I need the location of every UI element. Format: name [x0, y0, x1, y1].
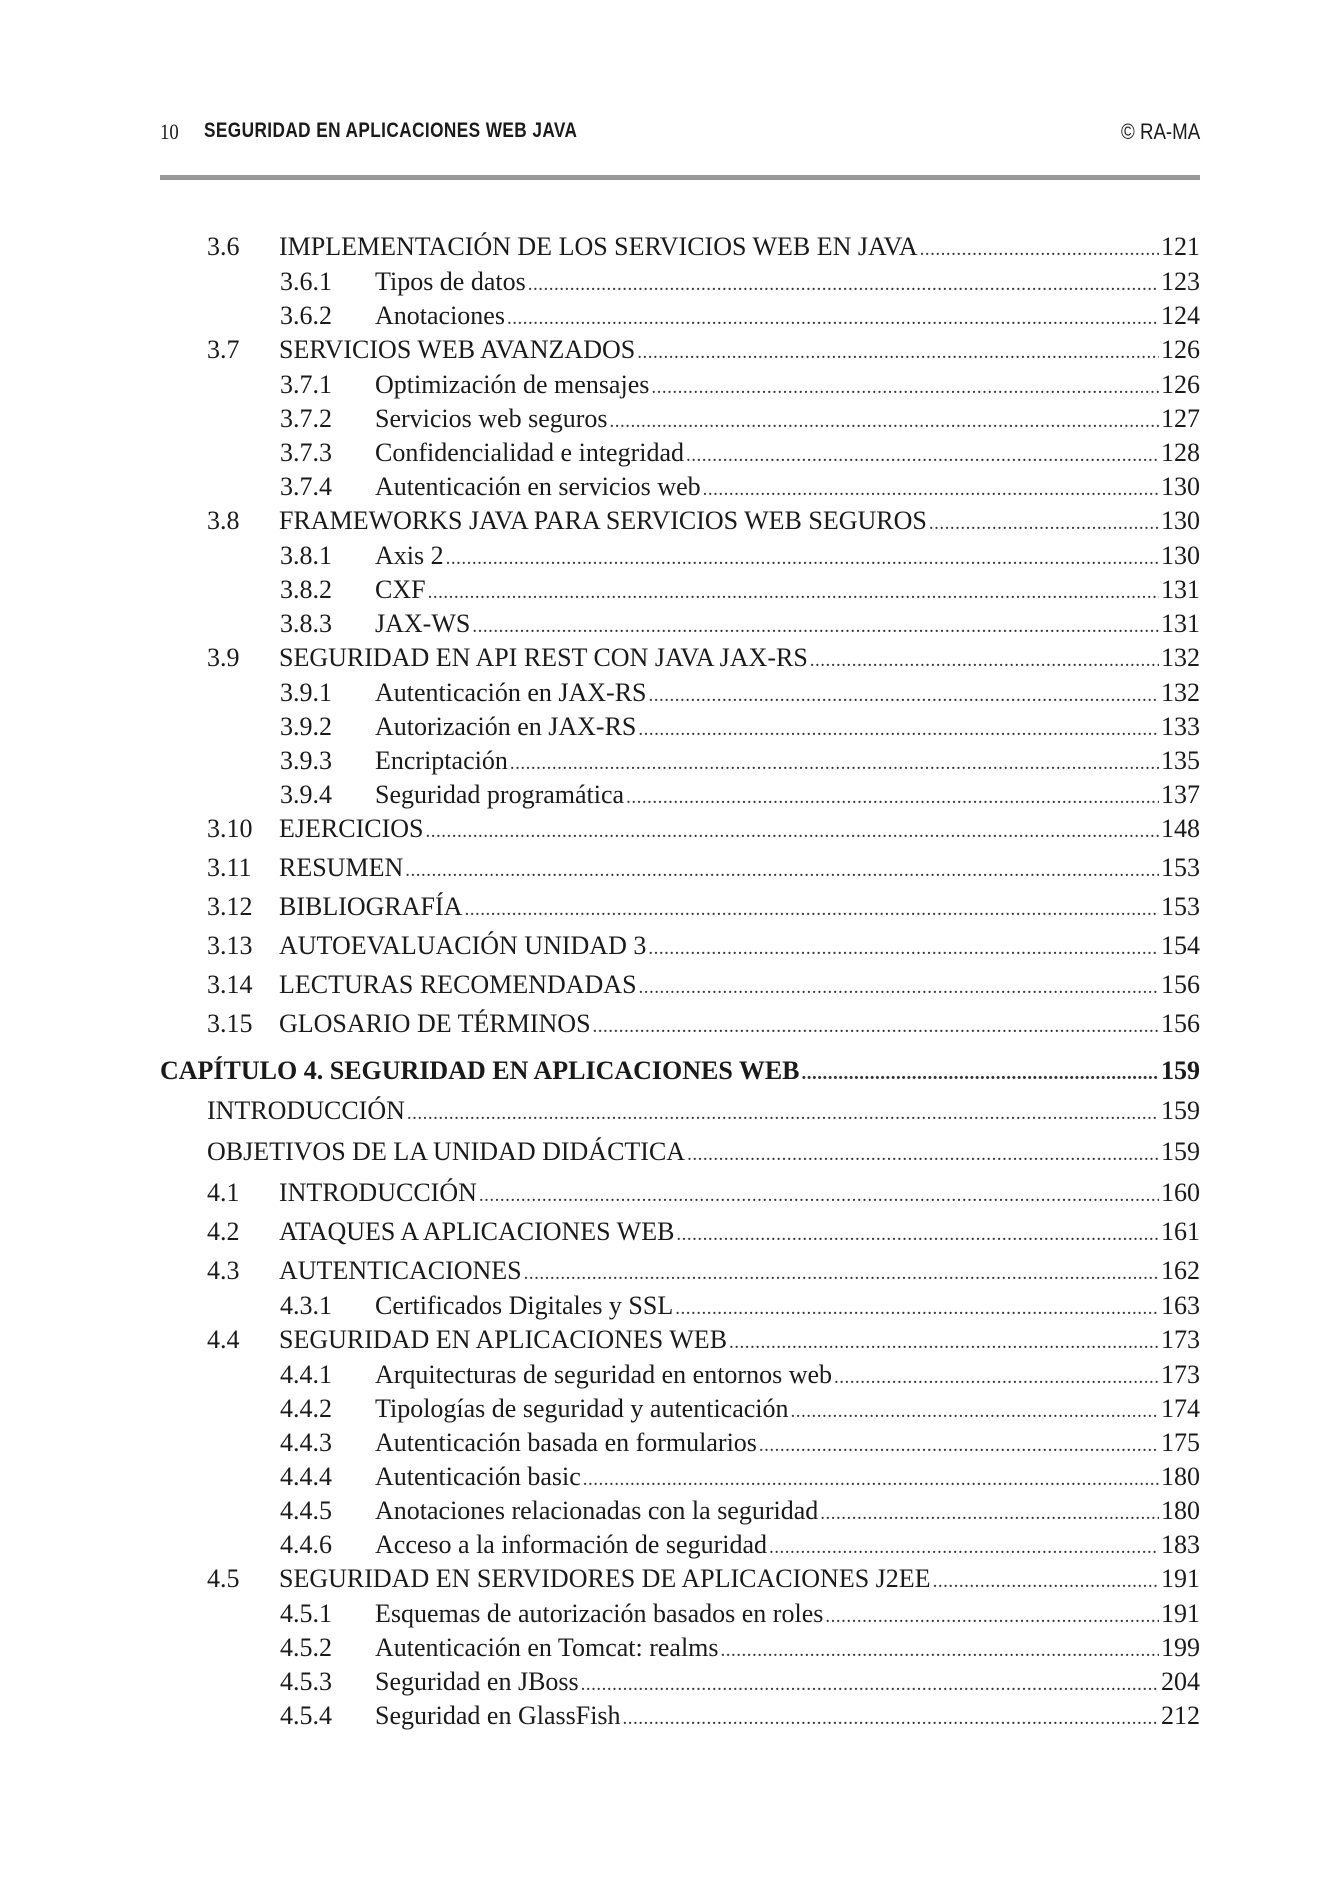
dot-leader — [637, 342, 1159, 364]
toc-entry-number: 3.8.1 — [280, 541, 332, 570]
toc-entry-title: Tipos de datos — [375, 267, 526, 296]
toc-entry — [160, 1701, 1200, 1735]
toc-entry-page: 175 — [1161, 1428, 1200, 1457]
toc-entry-number: 3.7.4 — [280, 472, 332, 501]
toc-entry-number: 4.4.6 — [280, 1530, 332, 1559]
toc-entry-title: CXF — [375, 575, 426, 604]
dot-leader — [810, 650, 1159, 672]
toc-entry — [160, 1096, 1200, 1137]
dot-leader — [802, 1063, 1159, 1085]
toc-entry-number: 3.7.2 — [280, 404, 332, 433]
dot-leader — [428, 582, 1159, 604]
toc-entry-number: 3.8.2 — [280, 575, 332, 604]
toc-entry — [160, 1256, 1200, 1295]
toc-entry-number: 4.4.4 — [280, 1462, 332, 1491]
toc-entry — [160, 780, 1200, 814]
toc-entry-page: 173 — [1161, 1360, 1200, 1389]
toc-entry-title: FRAMEWORKS JAVA PARA SERVICIOS WEB SEGUROS — [279, 506, 927, 535]
toc-entry-number: 3.9 — [207, 643, 240, 672]
toc-entry — [160, 472, 1200, 506]
toc-entry-number: 3.8 — [207, 506, 240, 535]
toc-entry-number: 4.4.3 — [280, 1428, 332, 1457]
toc-entry-number: 3.6 — [207, 232, 240, 261]
toc-entry-page: 123 — [1161, 267, 1200, 296]
toc-entry — [160, 814, 1200, 853]
toc-entry-title: GLOSARIO DE TÉRMINOS — [279, 1009, 591, 1038]
toc-entry-number: 4.5 — [207, 1564, 240, 1593]
toc-entry-title: SERVICIOS WEB AVANZADOS — [279, 335, 636, 364]
toc-entry-number: 3.9.2 — [280, 712, 332, 741]
toc-entry-number: 3.8.3 — [280, 609, 332, 638]
toc-entry-number: 3.6.1 — [280, 267, 332, 296]
toc-entry-page: 163 — [1161, 1291, 1200, 1320]
toc-entry — [160, 1137, 1200, 1178]
toc-entry — [160, 1178, 1200, 1217]
dot-leader — [759, 1435, 1159, 1457]
toc-entry-number: 3.10 — [207, 814, 253, 843]
toc-entry-title: Certificados Digitales y SSL — [375, 1291, 674, 1320]
dot-leader — [610, 411, 1159, 433]
toc-entry-number: 3.11 — [207, 853, 252, 882]
toc-entry-number: 4.3 — [207, 1256, 240, 1285]
toc-entry — [160, 678, 1200, 712]
dot-leader — [648, 938, 1159, 960]
toc-entry-page: 131 — [1161, 609, 1200, 638]
toc-entry-title: Encriptación — [375, 746, 508, 775]
toc-entry-title: AUTOEVALUACIÓN UNIDAD 3 — [279, 931, 647, 960]
toc-entry-page: 132 — [1161, 643, 1200, 672]
toc-entry-page: 127 — [1161, 404, 1200, 433]
toc-entry-page: 174 — [1161, 1394, 1200, 1423]
toc-entry-title: Anotaciones — [375, 301, 505, 330]
toc-entry-title: Optimización de mensajes — [375, 370, 650, 399]
toc-entry-title: Tipologías de seguridad y autenticación — [375, 1394, 789, 1423]
dot-leader — [464, 899, 1159, 921]
toc-entry — [160, 746, 1200, 780]
dot-leader — [425, 821, 1159, 843]
dot-leader — [626, 787, 1159, 809]
dot-leader — [920, 239, 1159, 261]
toc-entry-title: Arquitecturas de seguridad en entornos web — [375, 1360, 833, 1389]
toc-entry-title: INTRODUCCIÓN — [279, 1178, 477, 1207]
toc-entry — [160, 541, 1200, 575]
dot-leader — [507, 308, 1159, 330]
toc-entry-page: 212 — [1161, 1701, 1200, 1730]
toc-entry-page: 180 — [1161, 1496, 1200, 1525]
toc-entry-number: 3.7 — [207, 335, 240, 364]
toc-entry-page: 161 — [1161, 1217, 1200, 1246]
toc-entry-title: Esquemas de autorización basados en roles — [375, 1599, 824, 1628]
dot-leader — [446, 548, 1159, 570]
toc-entry-title: Autenticación basada en formularios — [375, 1428, 757, 1457]
toc-entry-title: AUTENTICACIONES — [279, 1256, 522, 1285]
dot-leader — [510, 753, 1159, 775]
toc-entry-title: Seguridad en JBoss — [375, 1667, 579, 1696]
toc-entry-page: 199 — [1161, 1633, 1200, 1662]
toc-entry-page: 159 — [1161, 1137, 1200, 1166]
toc-entry-page: 137 — [1161, 780, 1200, 809]
toc-entry — [160, 609, 1200, 643]
dot-leader — [528, 274, 1159, 296]
toc-entry — [160, 506, 1200, 545]
toc-entry — [160, 1009, 1200, 1048]
toc-entry-number: 4.5.1 — [280, 1599, 332, 1628]
header-page-number: 10 — [160, 119, 179, 144]
toc-entry-title: Servicios web seguros — [375, 404, 608, 433]
toc-entry-title: INTRODUCCIÓN — [207, 1096, 405, 1125]
toc-entry — [160, 1360, 1200, 1394]
dot-leader — [623, 1708, 1159, 1730]
toc-entry-page: 153 — [1161, 853, 1200, 882]
toc-entry — [160, 267, 1200, 301]
toc-entry-page: 183 — [1161, 1530, 1200, 1559]
dot-leader — [687, 1144, 1159, 1166]
dot-leader — [583, 1469, 1159, 1491]
toc-entry-page: 131 — [1161, 575, 1200, 604]
toc-entry — [160, 1325, 1200, 1364]
toc-entry-number: 3.9.1 — [280, 678, 332, 707]
toc-entry-title: Anotaciones relacionadas con la seguridad — [375, 1496, 819, 1525]
toc-entry-title: EJERCICIOS — [279, 814, 424, 843]
dot-leader — [676, 1224, 1159, 1246]
dot-leader — [651, 377, 1159, 399]
toc-entry-number: 4.4.2 — [280, 1394, 332, 1423]
dot-leader — [675, 1298, 1159, 1320]
toc-entry — [160, 1564, 1200, 1603]
toc-entry-page: 204 — [1161, 1667, 1200, 1696]
toc-entry — [160, 931, 1200, 970]
toc-entry-page: 159 — [1161, 1096, 1200, 1125]
toc-entry-number: 3.15 — [207, 1009, 253, 1038]
toc-entry-number: 3.13 — [207, 931, 253, 960]
toc-entry — [160, 1667, 1200, 1701]
toc-entry-title: Confidencialidad e integridad — [375, 438, 685, 467]
toc-entry-title: Autenticación en servicios web — [375, 472, 701, 501]
dot-leader — [581, 1674, 1159, 1696]
toc-entry — [160, 301, 1200, 335]
toc-entry — [160, 232, 1200, 271]
toc-entry-title: SEGURIDAD EN SERVIDORES DE APLICACIONES J2EE — [279, 1564, 931, 1593]
dot-leader — [638, 719, 1159, 741]
toc-entry — [160, 643, 1200, 682]
toc-entry — [160, 1291, 1200, 1325]
toc-entry-page: 148 — [1161, 814, 1200, 843]
toc-entry — [160, 335, 1200, 374]
toc-entry-number: 3.9.3 — [280, 746, 332, 775]
toc-entry-page: 121 — [1161, 232, 1200, 261]
toc-entry-number: 4.4 — [207, 1325, 240, 1354]
toc-entry-number: 4.3.1 — [280, 1291, 332, 1320]
toc-entry-number: 4.1 — [207, 1178, 240, 1207]
dot-leader — [769, 1537, 1159, 1559]
header-rule — [160, 175, 1200, 180]
toc-entry-title: BIBLIOGRAFÍA — [279, 892, 463, 921]
toc-entry-number: 4.4.5 — [280, 1496, 332, 1525]
toc-entry-page: 130 — [1161, 472, 1200, 501]
toc-entry — [160, 1394, 1200, 1428]
toc-entry — [160, 1428, 1200, 1462]
toc-entry-title: Seguridad en GlassFish — [375, 1701, 621, 1730]
toc-entry-number: 4.5.2 — [280, 1633, 332, 1662]
toc-entry-title: Seguridad programática — [375, 780, 625, 809]
toc-entry-page: 154 — [1161, 931, 1200, 960]
dot-leader — [933, 1571, 1159, 1593]
toc-entry-page: 133 — [1161, 712, 1200, 741]
dot-leader — [721, 1640, 1159, 1662]
toc-entry-page: 173 — [1161, 1325, 1200, 1354]
toc-entry-page: 160 — [1161, 1178, 1200, 1207]
toc-entry-number: 4.5.3 — [280, 1667, 332, 1696]
toc-entry-title: Autenticación basic — [375, 1462, 581, 1491]
dot-leader — [729, 1332, 1159, 1354]
toc-entry — [160, 1217, 1200, 1256]
toc-entry-page: 191 — [1161, 1564, 1200, 1593]
toc-entry-title: IMPLEMENTACIÓN DE LOS SERVICIOS WEB EN JAVA — [279, 232, 918, 261]
toc-entry-page: 180 — [1161, 1462, 1200, 1491]
toc-entry-title: SEGURIDAD EN APLICACIONES WEB — [279, 1325, 728, 1354]
dot-leader — [703, 479, 1159, 501]
toc-entry-page: 153 — [1161, 892, 1200, 921]
toc-entry — [160, 1496, 1200, 1530]
dot-leader — [639, 977, 1159, 999]
dot-leader — [649, 685, 1159, 707]
toc-entry — [160, 712, 1200, 746]
dot-leader — [686, 445, 1159, 467]
header-publisher: © RA-MA — [1120, 119, 1200, 144]
toc-entry — [160, 438, 1200, 472]
dot-leader — [834, 1367, 1159, 1389]
toc-entry — [160, 892, 1200, 931]
toc-entry-number: 3.9.4 — [280, 780, 332, 809]
toc-entry-title: JAX-WS — [375, 609, 471, 638]
dot-leader — [407, 1103, 1159, 1125]
toc-entry-number: 4.4.1 — [280, 1360, 332, 1389]
toc-entry-number: 3.7.3 — [280, 438, 332, 467]
toc-entry — [160, 1599, 1200, 1633]
toc-entry-number: 3.7.1 — [280, 370, 332, 399]
dot-leader — [593, 1016, 1159, 1038]
toc-entry-title: ATAQUES A APLICACIONES WEB — [279, 1217, 675, 1246]
toc-entry-title: Acceso a la información de seguridad — [375, 1530, 768, 1559]
toc-entry-number: 4.5.4 — [280, 1701, 332, 1730]
toc-entry — [160, 1530, 1200, 1564]
toc-entry-page: 130 — [1161, 541, 1200, 570]
toc-entry-page: 124 — [1161, 301, 1200, 330]
toc-entry — [160, 404, 1200, 438]
toc-entry-page: 162 — [1161, 1256, 1200, 1285]
toc-entry-page: 156 — [1161, 1009, 1200, 1038]
toc-entry — [160, 1462, 1200, 1496]
toc-entry-number: 3.6.2 — [280, 301, 332, 330]
toc-entry-page: 126 — [1161, 370, 1200, 399]
toc-entry-page: 132 — [1161, 678, 1200, 707]
toc-entry-page: 128 — [1161, 438, 1200, 467]
toc-entry — [160, 853, 1200, 892]
toc-entry — [160, 575, 1200, 609]
toc-entry — [160, 1633, 1200, 1667]
toc-entry — [160, 970, 1200, 1009]
toc-entry-title: CAPÍTULO 4. SEGURIDAD EN APLICACIONES WEB — [160, 1056, 800, 1085]
dot-leader — [479, 1185, 1159, 1207]
toc-chapter-entry — [160, 1056, 1200, 1096]
toc-entry-title: Autenticación en Tomcat: realms — [375, 1633, 719, 1662]
header-book-title: SEGURIDAD EN APLICACIONES WEB JAVA — [204, 119, 578, 142]
toc-entry-page: 126 — [1161, 335, 1200, 364]
toc-entry-title: Autorización en JAX-RS — [375, 712, 637, 741]
toc-entry-title: OBJETIVOS DE LA UNIDAD DIDÁCTICA — [207, 1137, 686, 1166]
dot-leader — [472, 616, 1159, 638]
toc-entry-title: Axis 2 — [375, 541, 444, 570]
toc-entry-number: 3.14 — [207, 970, 253, 999]
toc-entry — [160, 370, 1200, 404]
toc-entry-number: 4.2 — [207, 1217, 240, 1246]
toc-entry-title: SEGURIDAD EN API REST CON JAVA JAX-RS — [279, 643, 808, 672]
toc-entry-title: RESUMEN — [279, 853, 404, 882]
toc-entry-page: 130 — [1161, 506, 1200, 535]
table-of-contents — [160, 232, 1200, 1735]
toc-entry-page: 191 — [1161, 1599, 1200, 1628]
running-header — [160, 112, 1200, 150]
toc-entry-page: 159 — [1161, 1056, 1200, 1085]
dot-leader — [791, 1401, 1159, 1423]
toc-entry-title: LECTURAS RECOMENDADAS — [279, 970, 637, 999]
toc-entry-page: 156 — [1161, 970, 1200, 999]
dot-leader — [405, 860, 1159, 882]
toc-entry-page: 135 — [1161, 746, 1200, 775]
dot-leader — [825, 1606, 1159, 1628]
toc-entry-number: 3.12 — [207, 892, 253, 921]
dot-leader — [929, 513, 1159, 535]
dot-leader — [820, 1503, 1159, 1525]
toc-entry-title: Autenticación en JAX-RS — [375, 678, 647, 707]
dot-leader — [524, 1263, 1159, 1285]
